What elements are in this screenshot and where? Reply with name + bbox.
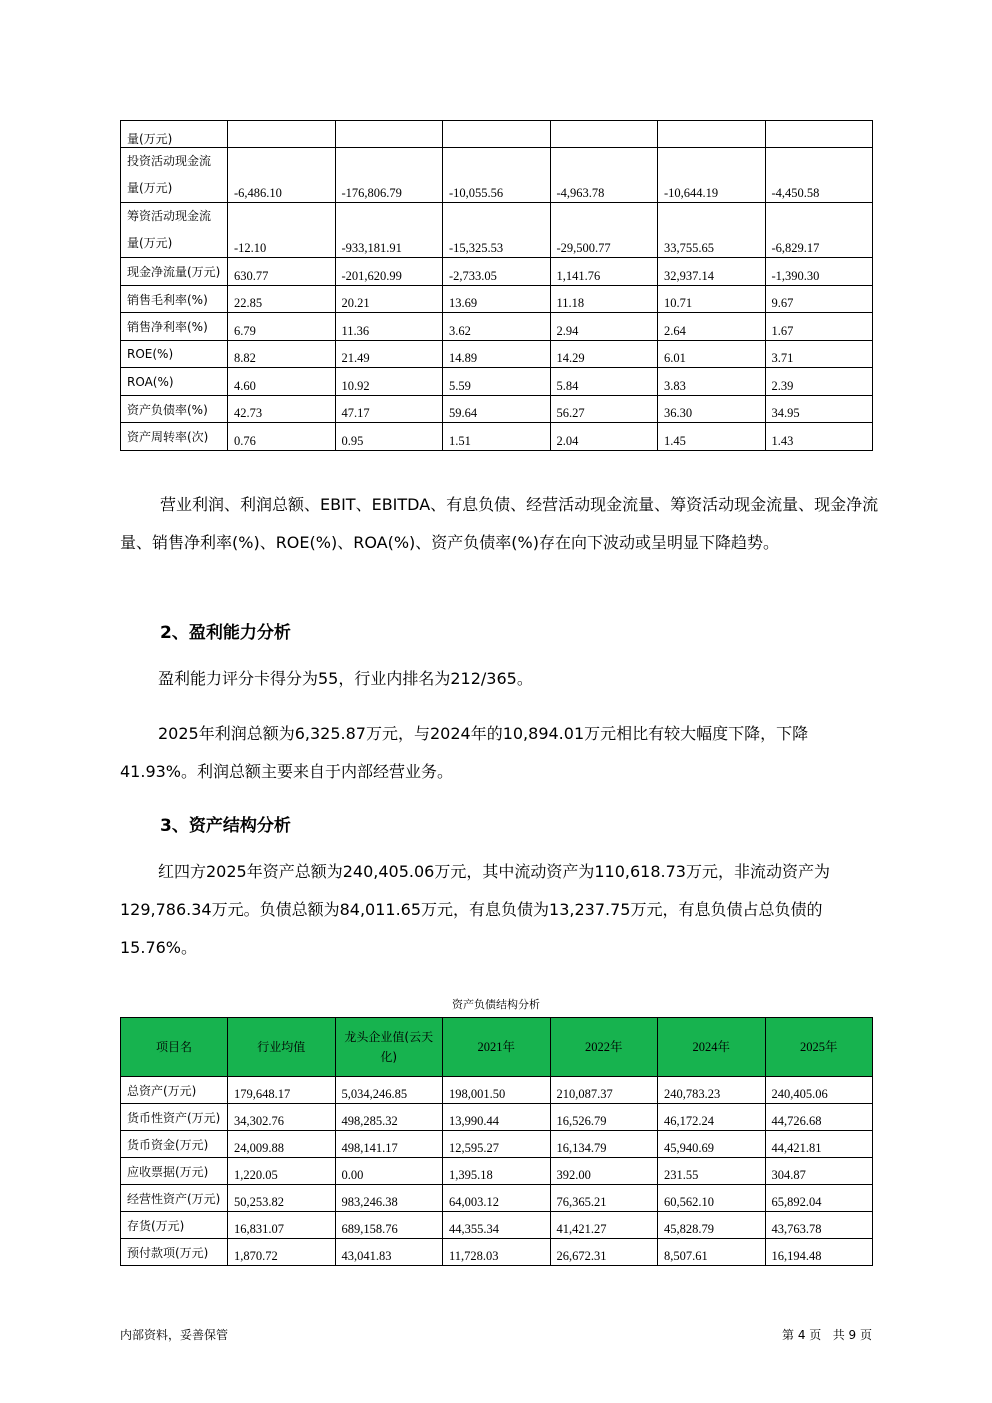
table-cell: 1.45	[658, 423, 766, 451]
table-cell: -6,829.17	[765, 203, 873, 258]
table-cell	[443, 121, 551, 148]
row-label: 货币资金(万元)	[121, 1131, 228, 1158]
table-cell: 43,763.78	[765, 1212, 873, 1239]
table-cell: -4,450.58	[765, 148, 873, 203]
table-cell: 5.84	[550, 368, 658, 396]
table-cell: 1.43	[765, 423, 873, 451]
column-header: 行业均值	[228, 1018, 336, 1077]
column-header: 项目名	[121, 1018, 228, 1077]
table-row	[121, 148, 873, 203]
table-cell: 11.36	[335, 313, 443, 341]
table-cell: 16,194.48	[765, 1239, 873, 1266]
table-cell: 26,672.31	[550, 1239, 658, 1266]
table-cell: 6.01	[658, 341, 766, 368]
table-cell	[765, 121, 873, 148]
table-cell	[228, 121, 336, 148]
profitability-heading: 2、盈利能力分析	[160, 623, 291, 643]
table-cell: 12,595.27	[443, 1131, 551, 1158]
table-row	[121, 341, 873, 368]
footer-page-number: 第 4 页 共 9 页	[782, 1328, 872, 1342]
table-cell: 34,302.76	[228, 1104, 336, 1131]
row-label: 预付款项(万元)	[121, 1239, 228, 1266]
table-cell: -2,733.05	[443, 258, 551, 286]
column-header: 2021年	[443, 1018, 551, 1077]
table-cell: -6,486.10	[228, 148, 336, 203]
table-cell	[658, 121, 766, 148]
table-cell: 8,507.61	[658, 1239, 766, 1266]
table-cell: -10,055.56	[443, 148, 551, 203]
table-cell: 42.73	[228, 396, 336, 423]
table-cell: 498,141.17	[335, 1131, 443, 1158]
table-cell: 44,726.68	[765, 1104, 873, 1131]
table-cell: 10.92	[335, 368, 443, 396]
table-cell: 13.69	[443, 286, 551, 313]
table-cell: -176,806.79	[335, 148, 443, 203]
table-row	[121, 1239, 873, 1266]
table-cell: 5.59	[443, 368, 551, 396]
table-cell: 11,728.03	[443, 1239, 551, 1266]
table-cell: 50,253.82	[228, 1185, 336, 1212]
table-cell: 13,990.44	[443, 1104, 551, 1131]
table-row	[121, 258, 873, 286]
table-row	[121, 1077, 873, 1104]
table-cell: 8.82	[228, 341, 336, 368]
table-cell: 6.79	[228, 313, 336, 341]
profit-total-paragraph: 2025年利润总额为6,325.87万元，与2024年的10,894.01万元相比有较大幅度下降，下降41.93%。利润总额主要来自于内部经营业务。	[120, 724, 809, 781]
financial-indicators-table	[120, 120, 873, 451]
table-cell: 4.60	[228, 368, 336, 396]
table-row	[121, 1185, 873, 1212]
row-label: ROE(%)	[121, 341, 228, 368]
table-caption: 资产负债结构分析	[452, 998, 540, 1011]
table-cell: 392.00	[550, 1158, 658, 1185]
table-cell: 2.39	[765, 368, 873, 396]
row-label: 总资产(万元)	[121, 1077, 228, 1104]
table-cell: 231.55	[658, 1158, 766, 1185]
table-cell: 10.71	[658, 286, 766, 313]
table-cell: 240,783.23	[658, 1077, 766, 1104]
row-label: 资产周转率(次)	[121, 423, 228, 451]
table-cell: 44,421.81	[765, 1131, 873, 1158]
table-cell: 1.51	[443, 423, 551, 451]
table-cell: 198,001.50	[443, 1077, 551, 1104]
column-header: 龙头企业值(云天化)	[335, 1018, 443, 1077]
table-cell: 0.95	[335, 423, 443, 451]
table-cell: 498,285.32	[335, 1104, 443, 1131]
table-cell: 20.21	[335, 286, 443, 313]
table-cell: 44,355.34	[443, 1212, 551, 1239]
table-cell: 16,134.79	[550, 1131, 658, 1158]
footer-confidential: 内部资料，妥善保管	[120, 1328, 229, 1342]
table-cell: 33,755.65	[658, 203, 766, 258]
table-cell: 210,087.37	[550, 1077, 658, 1104]
table-cell: 0.76	[228, 423, 336, 451]
table-cell: 983,246.38	[335, 1185, 443, 1212]
table-cell	[335, 121, 443, 148]
row-label: 存货(万元)	[121, 1212, 228, 1239]
table-cell: 36.30	[658, 396, 766, 423]
table-cell: 304.87	[765, 1158, 873, 1185]
profitability-score-paragraph: 盈利能力评分卡得分为55，行业内排名为212/365。	[158, 669, 533, 688]
table-cell: 9.67	[765, 286, 873, 313]
table-cell: 45,940.69	[658, 1131, 766, 1158]
table-cell: 689,158.76	[335, 1212, 443, 1239]
table-cell: 45,828.79	[658, 1212, 766, 1239]
row-label: ROA(%)	[121, 368, 228, 396]
table-cell: 21.49	[335, 341, 443, 368]
row-label: 销售净利率(%)	[121, 313, 228, 341]
table-cell: 32,937.14	[658, 258, 766, 286]
table-row	[121, 1212, 873, 1239]
row-label: 量(万元)	[121, 121, 228, 148]
table-cell: 16,526.79	[550, 1104, 658, 1131]
table-cell: 64,003.12	[443, 1185, 551, 1212]
table-cell: 3.83	[658, 368, 766, 396]
table-cell: 41,421.27	[550, 1212, 658, 1239]
table-cell: -933,181.91	[335, 203, 443, 258]
table-cell: 179,648.17	[228, 1077, 336, 1104]
table-cell: 65,892.04	[765, 1185, 873, 1212]
table-row	[121, 1158, 873, 1185]
table-cell: 14.29	[550, 341, 658, 368]
table-cell: 56.27	[550, 396, 658, 423]
table-cell: 1,870.72	[228, 1239, 336, 1266]
row-label: 投资活动现金流量(万元)	[121, 148, 228, 203]
table-cell: 14.89	[443, 341, 551, 368]
table-cell: 240,405.06	[765, 1077, 873, 1104]
row-label: 筹资活动现金流量(万元)	[121, 203, 228, 258]
table-cell: -1,390.30	[765, 258, 873, 286]
table-cell: 5,034,246.85	[335, 1077, 443, 1104]
table-cell: 1,141.76	[550, 258, 658, 286]
table-row	[121, 286, 873, 313]
table-cell: -29,500.77	[550, 203, 658, 258]
row-label: 销售毛利率(%)	[121, 286, 228, 313]
table-cell: 16,831.07	[228, 1212, 336, 1239]
table-row	[121, 368, 873, 396]
table-cell: 47.17	[335, 396, 443, 423]
column-header: 2022年	[550, 1018, 658, 1077]
table-row	[121, 203, 873, 258]
table-cell: 3.71	[765, 341, 873, 368]
trend-summary-paragraph: 营业利润、利润总额、EBIT、EBITDA、有息负债、经营活动现金流量、筹资活动现金流量、现金净流量、销售净利率(%)、ROE(%)、ROA(%)、资产负债率(%)存在向下波动或呈明显下降趋势。	[120, 495, 879, 552]
table-cell: 43,041.83	[335, 1239, 443, 1266]
table-cell: 2.04	[550, 423, 658, 451]
table-row	[121, 121, 873, 148]
row-label: 货币性资产(万元)	[121, 1104, 228, 1131]
table-cell: 76,365.21	[550, 1185, 658, 1212]
table-cell: 60,562.10	[658, 1185, 766, 1212]
table-cell: 630.77	[228, 258, 336, 286]
table-cell: 11.18	[550, 286, 658, 313]
table-cell: 2.64	[658, 313, 766, 341]
table-cell: 59.64	[443, 396, 551, 423]
row-label: 应收票据(万元)	[121, 1158, 228, 1185]
table-row	[121, 1131, 873, 1158]
balance-sheet-structure-table	[120, 1017, 873, 1266]
table-cell: 2.94	[550, 313, 658, 341]
table-cell: -4,963.78	[550, 148, 658, 203]
table-cell: 0.00	[335, 1158, 443, 1185]
column-header: 2024年	[658, 1018, 766, 1077]
table-cell: -201,620.99	[335, 258, 443, 286]
table-row	[121, 1104, 873, 1131]
column-header: 2025年	[765, 1018, 873, 1077]
table-cell: 3.62	[443, 313, 551, 341]
table-cell: 24,009.88	[228, 1131, 336, 1158]
table-cell: 1.67	[765, 313, 873, 341]
row-label: 资产负债率(%)	[121, 396, 228, 423]
table-cell: 1,395.18	[443, 1158, 551, 1185]
table-cell: -10,644.19	[658, 148, 766, 203]
asset-structure-heading: 3、资产结构分析	[160, 816, 291, 836]
table-cell: 1,220.05	[228, 1158, 336, 1185]
table-cell: -15,325.53	[443, 203, 551, 258]
table-cell: 46,172.24	[658, 1104, 766, 1131]
asset-structure-paragraph: 红四方2025年资产总额为240,405.06万元，其中流动资产为110,618.73万元，非流动资产为129,786.34万元。负债总额为84,011.65万元，有息负债为13,237.75万元，有息负债占总负债的15.76%。	[120, 862, 830, 957]
table-row	[121, 313, 873, 341]
table-cell	[550, 121, 658, 148]
row-label: 现金净流量(万元)	[121, 258, 228, 286]
row-label: 经营性资产(万元)	[121, 1185, 228, 1212]
table-row	[121, 423, 873, 451]
table-cell: -12.10	[228, 203, 336, 258]
table-cell: 22.85	[228, 286, 336, 313]
table-cell: 34.95	[765, 396, 873, 423]
table-row	[121, 396, 873, 423]
